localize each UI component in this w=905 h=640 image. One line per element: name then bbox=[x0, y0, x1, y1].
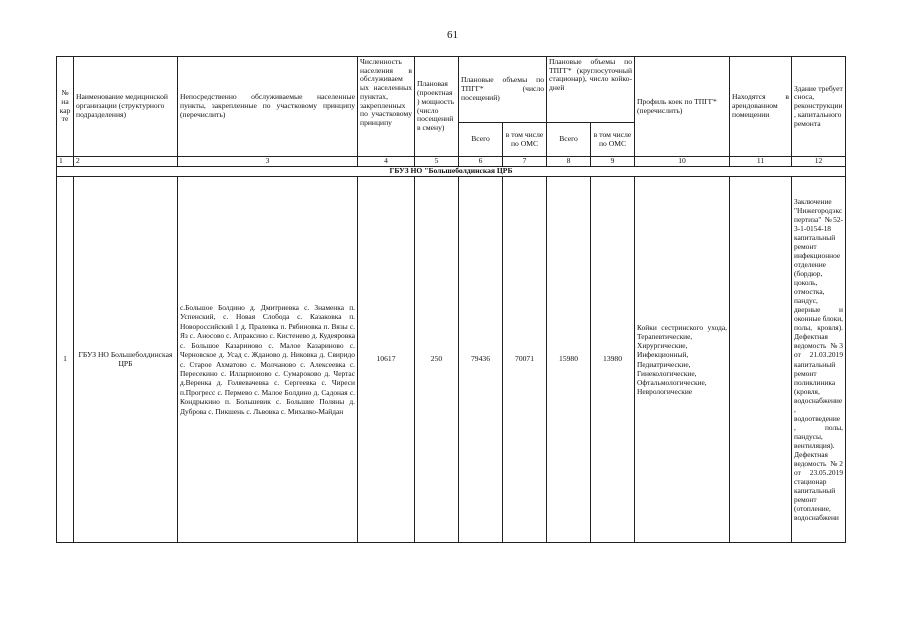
table-row bbox=[57, 177, 846, 543]
header-col-capacity: Плановая (проектная ) мощность (число посещений в смену) bbox=[415, 57, 459, 157]
header-group-visits: Плановые объемы по ТПГГ* (число посещений) bbox=[459, 57, 547, 123]
column-number: 4 bbox=[358, 157, 415, 167]
org-title: ГБУЗ НО "Большеболдинская ЦРБ bbox=[57, 167, 846, 177]
row-number: 1 bbox=[57, 177, 74, 543]
column-number: 1 bbox=[57, 157, 74, 167]
header-col-beddays-oms: в том числе по ОМС bbox=[591, 123, 635, 157]
header-row-top bbox=[57, 57, 846, 123]
column-number: 10 bbox=[635, 157, 730, 167]
header-col-settlements: Непосредственно обслуживаемые населенные пункты, закрепленные по участковому принципу (перечислить) bbox=[178, 57, 358, 157]
header-col-population: Численность населения в обслуживаем ых населенных пунктах, закрепленных по участковому принципу bbox=[358, 57, 415, 157]
header-col-org-name: Наименование медицинской организации (структурного подразделения) bbox=[74, 57, 178, 157]
column-number: 9 bbox=[591, 157, 635, 167]
building-condition-text: Заключение "Нижегородэкспертиза" №52-3-1-0154-18 капитальный ремонт инфекционное отделение (бордюр, цоколь, отмостка, пандус, дверные и оконные блоки, полы, кровля). Дефектная ведомость №3 от 21.03.2019 капитальный ремонт поликлиника (кровля, водоснабжение, водоотведение , полы, пандусы, вентиляция). Дефектная ведомость №2 от 23.05.2019 стационар капитальный ремонт (отопление, водоснабжени bbox=[792, 177, 846, 543]
population-value: 10617 bbox=[358, 177, 415, 543]
column-number-row bbox=[57, 157, 846, 167]
column-number: 6 bbox=[459, 157, 503, 167]
header-col-rented: Находятся в арендованном помещении bbox=[730, 57, 792, 157]
header-col-visits-total: Всего bbox=[459, 123, 503, 157]
header-col-visits-oms: в том числе по ОМС bbox=[503, 123, 547, 157]
beddays-total-value: 15980 bbox=[547, 177, 591, 543]
hospital-capacity-table bbox=[56, 56, 846, 543]
capacity-value: 250 bbox=[415, 177, 459, 543]
visits-total-value: 79436 bbox=[459, 177, 503, 543]
column-number: 12 bbox=[792, 157, 846, 167]
header-col-number: № на кар те bbox=[57, 57, 74, 157]
settlements-list: с.Большое Болдино д. Дмитриевка с. Знаменка п. Успенский, с. Новая Слобода с. Казаковка п. Новороссийский 1 д. Пралевка п. Рябиновка п. Вязы с. Яз с. Аносово с. Апраксино с. Кистенево д. Кудеяровка с. Большое Казарииово с. Малое Казариново с. Черновское д. Усад с. Жданово д. Никовка д. Свиридо с. Старое Ахматово с. Молчанoво с. Алексеевка с. Пересекино с. Иллариоиово с. Сумароково д. Чертас д.Веренка д. Голяевачевка с. Сергеевка с. Чиреси п.Прогресс с. Пермeво с. Малое Болдино д. Садоная с. Кондрыкино п. Большевик с. Большие Поляны д. Дуброва с. Пикшень с. Львовка с. Михалко-Майдан bbox=[178, 177, 358, 543]
column-number: 11 bbox=[730, 157, 792, 167]
org-title-row bbox=[57, 167, 846, 177]
column-number: 7 bbox=[503, 157, 547, 167]
org-name: ГБУЗ НО Большеболдинская ЦРБ bbox=[74, 177, 178, 543]
column-number: 8 bbox=[547, 157, 591, 167]
column-number: 5 bbox=[415, 157, 459, 167]
header-group-beddays: Плановые объемы по ТПГГ* (круглосуточный стационар), число койко-дней bbox=[547, 57, 635, 123]
beddays-oms-value: 13980 bbox=[591, 177, 635, 543]
page-number: 61 bbox=[447, 29, 458, 41]
rented-value bbox=[730, 177, 792, 543]
visits-oms-value: 70071 bbox=[503, 177, 547, 543]
header-col-bed-profiles: Профиль коек по ТПГГ* (перечислить) bbox=[635, 57, 730, 157]
bed-profiles-list: Койки сестринского ухода, Терапевтические, Хирургические, Инфекционный, Педиатрические, Гинекологические, Офтальмологические, Неврологические bbox=[635, 177, 730, 543]
column-number: 2 bbox=[74, 157, 178, 167]
column-number: 3 bbox=[178, 157, 358, 167]
header-col-beddays-total: Всего bbox=[547, 123, 591, 157]
header-col-building: Здание требует сноса, реконструкции , капитального ремонта bbox=[792, 57, 846, 157]
